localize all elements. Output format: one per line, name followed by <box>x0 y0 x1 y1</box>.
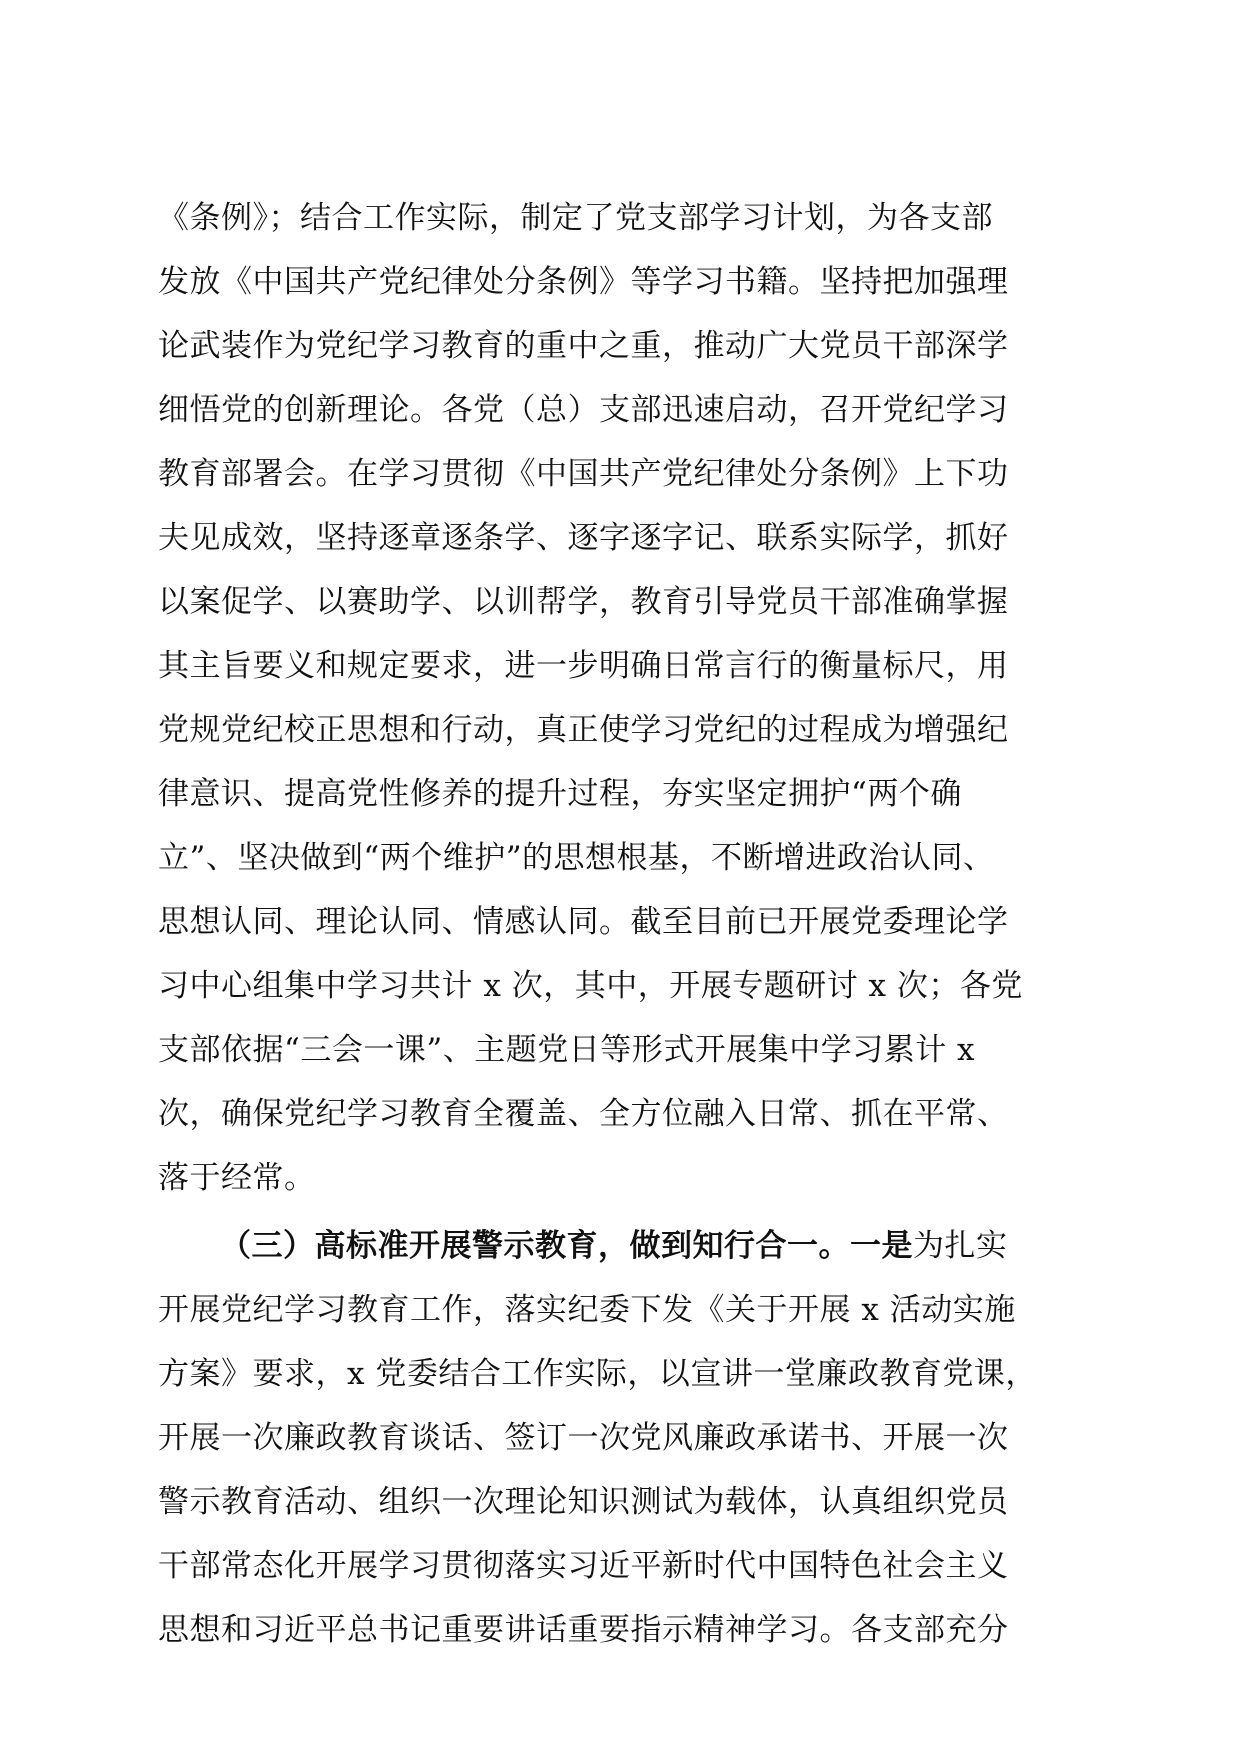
paragraph-line: 细悟党的创新理论。各党（总）支部迅速启动，召开党纪学习 <box>158 392 1009 428</box>
paragraph-line: 支部依据“三会一课”、主题党日等形式开展集中学习累计 x <box>158 1032 976 1068</box>
paragraph-line: 警示教育活动、组织一次理论知识测试为载体，认真组织党员 <box>158 1484 1009 1520</box>
paragraph-line: 《条例》；结合工作实际，制定了党支部学习计划，为各支部 <box>158 200 993 236</box>
paragraph-line: 方案》要求，x 党委结合工作实际，以宣讲一堂廉政教育党课， <box>158 1356 1037 1392</box>
paragraph-line: 干部常态化开展学习贯彻落实习近平新时代中国特色社会主义 <box>158 1548 1009 1584</box>
paragraph-line: 立”、坚决做到“两个维护”的思想根基，不断增进政治认同、 <box>158 840 995 876</box>
paragraph-line: 开展一次廉政教育谈话、签订一次党风廉政承诺书、开展一次 <box>158 1420 1009 1456</box>
body-text <box>158 186 1088 1662</box>
paragraph-line: 发放《中国共产党纪律处分条例》等学习书籍。坚持把加强理 <box>158 264 1009 300</box>
paragraph-line: 思想认同、理论认同、情感认同。截至目前已开展党委理论学 <box>158 904 1009 940</box>
paragraph-line: 律意识、提高党性修养的提升过程，夯实坚定拥护“两个确 <box>158 776 962 812</box>
paragraph-line: 以案促学、以赛助学、以训帮学，教育引导党员干部准确掌握 <box>158 584 1009 620</box>
paragraph-line: 次，确保党纪学习教育全覆盖、全方位融入日常、抓在平常、 <box>158 1096 1009 1132</box>
section-heading: （三）高标准开展警示教育，做到知行合一。 <box>220 1228 850 1264</box>
paragraph-line: 落于经常。 <box>158 1160 316 1196</box>
paragraph-line: 夫见成效，坚持逐章逐条学、逐字逐字记、联系实际学，抓好 <box>158 520 1009 556</box>
section-first-line-text: 为扎实 <box>913 1228 1008 1264</box>
section-lead: 一是 <box>850 1228 913 1264</box>
paragraph-line: 思想和习近平总书记重要讲话重要指示精神学习。各支部充分 <box>158 1612 1009 1648</box>
paragraph-line: 教育部署会。在学习贯彻《中国共产党纪律处分条例》上下功 <box>158 456 1009 492</box>
section-heading-line <box>158 1214 1088 1278</box>
paragraph-line: 论武装作为党纪学习教育的重中之重，推动广大党员干部深学 <box>158 328 1009 364</box>
paragraph-line: 习中心组集中学习共计 x 次，其中，开展专题研讨 x 次；各党 <box>158 968 1023 1004</box>
paragraph-line: 党规党纪校正思想和行动，真正使学习党纪的过程成为增强纪 <box>158 712 1009 748</box>
paragraph-line: 开展党纪学习教育工作，落实纪委下发《关于开展 x 活动实施 <box>158 1292 1016 1328</box>
paragraph-line: 其主旨要义和规定要求，进一步明确日常言行的衡量标尺，用 <box>158 648 1009 684</box>
